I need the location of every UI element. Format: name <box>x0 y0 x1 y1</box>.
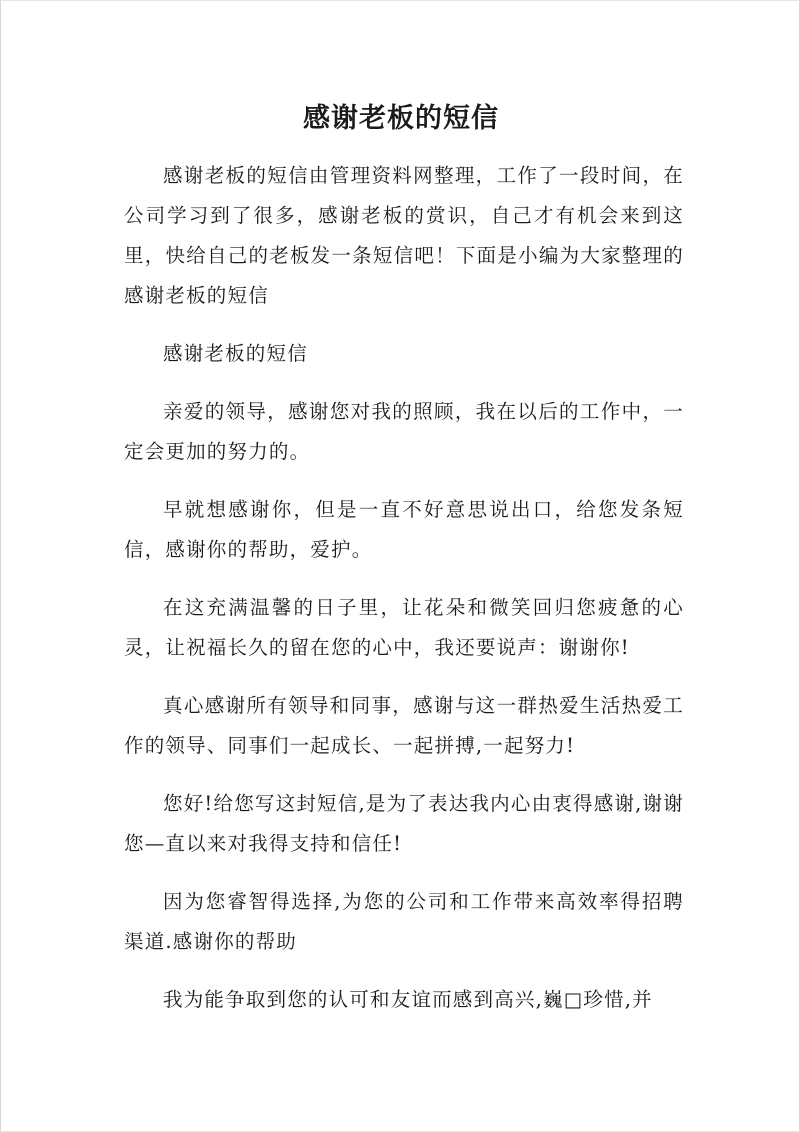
paragraph: 我为能争取到您的认可和友谊而感到高兴,巍□珍惜,并 <box>163 988 653 1011</box>
document-title: 感谢老板的短信 <box>303 103 499 134</box>
document-body <box>124 156 684 1038</box>
paragraph: 因为您睿智得选择,为您的公司和工作带来高效率得招聘渠道.感谢你的帮助 <box>124 890 684 953</box>
paragraph: 早就想感谢你，但是一直不好意思说出口，给您发条短信，感谢你的帮助，爱护。 <box>124 498 684 561</box>
paragraph: 感谢老板的短信由管理资料网整理，工作了一段时间，在公司学习到了很多，感谢老板的赏识，自己才有机会来到这里，快给自己的老板发一条短信吧！下面是小编为大家整理的感谢老板的短信 <box>124 164 684 307</box>
paragraph: 真心感谢所有领导和同事，感谢与这一群热爱生活热爱工作的领导、同事们一起成长、一起拼搏,一起努力! <box>124 694 684 757</box>
paragraph: 您好!给您写这封短信,是为了表达我内心由衷得感谢,谢谢您—直以来对我得支持和信任! <box>124 792 684 855</box>
paragraph: 感谢老板的短信 <box>163 342 308 365</box>
paragraph: 在这充满温馨的日子里，让花朵和微笑回归您疲惫的心灵，让祝福长久的留在您的心中，我还要说声：谢谢你! <box>124 596 684 659</box>
paragraph: 亲爱的领导，感谢您对我的照顾，我在以后的工作中，一定会更加的努力的。 <box>124 400 684 463</box>
